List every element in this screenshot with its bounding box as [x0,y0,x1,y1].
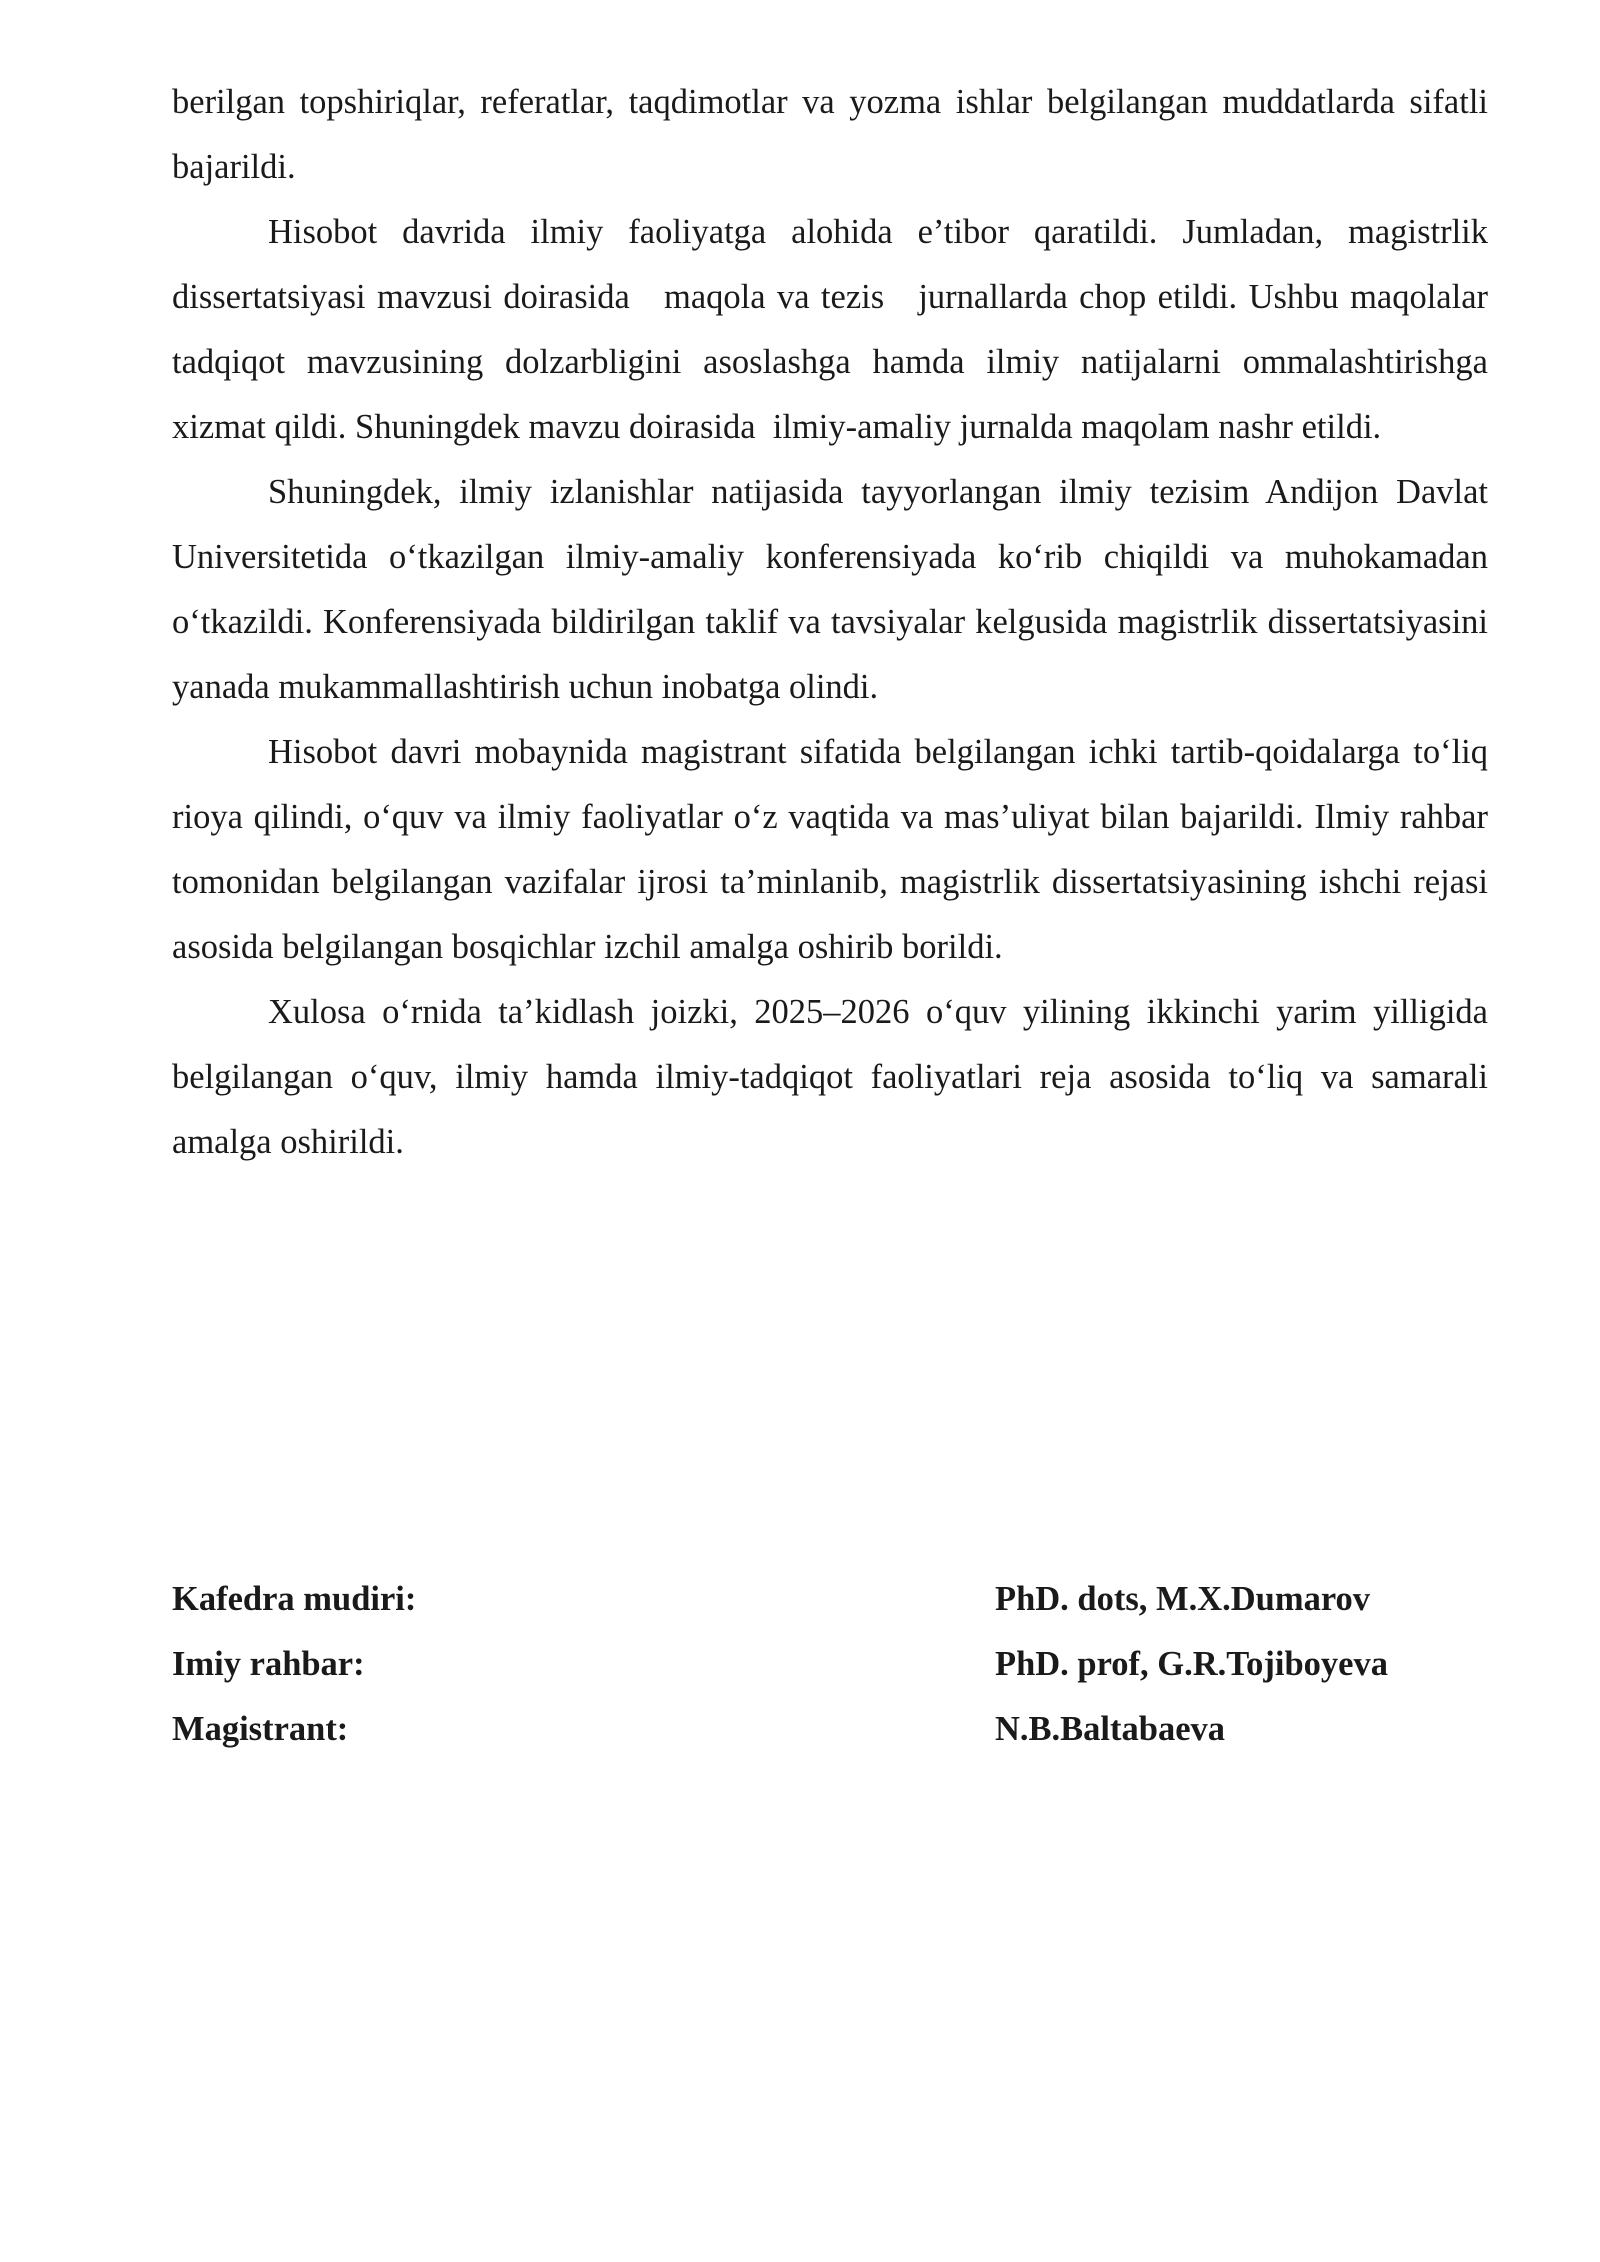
signature-block [172,1567,1488,1762]
paragraph-scientific-activity: Hisobot davrida ilmiy faoliyatga alohida e’tibor qaratildi. Jumladan, magistrlik dissertatsiyasi mavzusi doirasida maqola va tezis jurnallarda chop etildi. Ushbu maqolalar tadqiqot mavzusining dolzarbligini asoslashga hamda ilmiy natijalarni ommalashtirishga xizmat qildi. Shuningdek mavzu doirasida ilmiy-amaliy jurnalda maqolam nashr etildi. [172,213,1488,446]
signature-row-department-head [172,1567,1488,1632]
signature-row-master-student [172,1697,1488,1762]
report-body [172,70,1488,1175]
paragraph-conclusion: Xulosa o‘rnida ta’kidlash joizki, 2025–2026 o‘quv yilining ikkinchi yarim yilligida belgilangan o‘quv, ilmiy hamda ilmiy-tadqiqot faoliyatlari reja asosida to‘liq va samarali amalga oshirildi. [172,993,1488,1161]
signature-name: PhD. prof, G.R.Tojiboyeva [995,1645,1388,1683]
signature-role: Kafedra mudiri: [172,1580,417,1618]
signature-name: PhD. dots, M.X.Dumarov [995,1580,1371,1618]
paragraph-conference: Shuningdek, ilmiy izlanishlar natijasida tayyorlangan ilmiy tezisim Andijon Davlat Universitetida o‘tkazilgan ilmiy-amaliy konferensiyada ko‘rib chiqildi va muhokamadan o‘tkazildi. Konferensiyada bildirilgan taklif va tavsiyalar kelgusida magistrlik dissertatsiyasini yanada mukammallashtirish uchun inobatga olindi. [172,473,1488,706]
paragraph-discipline: Hisobot davri mobaynida magistrant sifatida belgilangan ichki tartib-qoidalarga to‘liq rioya qilindi, o‘quv va ilmiy faoliyatlar o‘z vaqtida va mas’uliyat bilan bajarildi. Ilmiy rahbar tomonidan belgilangan vazifalar ijrosi ta’minlanib, magistrlik dissertatsiyasining ishchi rejasi asosida belgilangan bosqichlar izchil amalga oshirib borildi. [172,733,1488,966]
signature-name: N.B.Baltabaeva [995,1710,1226,1748]
paragraph-continuation: berilgan topshiriqlar, referatlar, taqdimotlar va yozma ishlar belgilangan muddatlarda sifatli bajarildi. [172,83,1488,186]
signature-role: Imiy rahbar: [172,1645,365,1683]
signature-row-supervisor [172,1632,1488,1697]
signature-role: Magistrant: [172,1710,349,1748]
